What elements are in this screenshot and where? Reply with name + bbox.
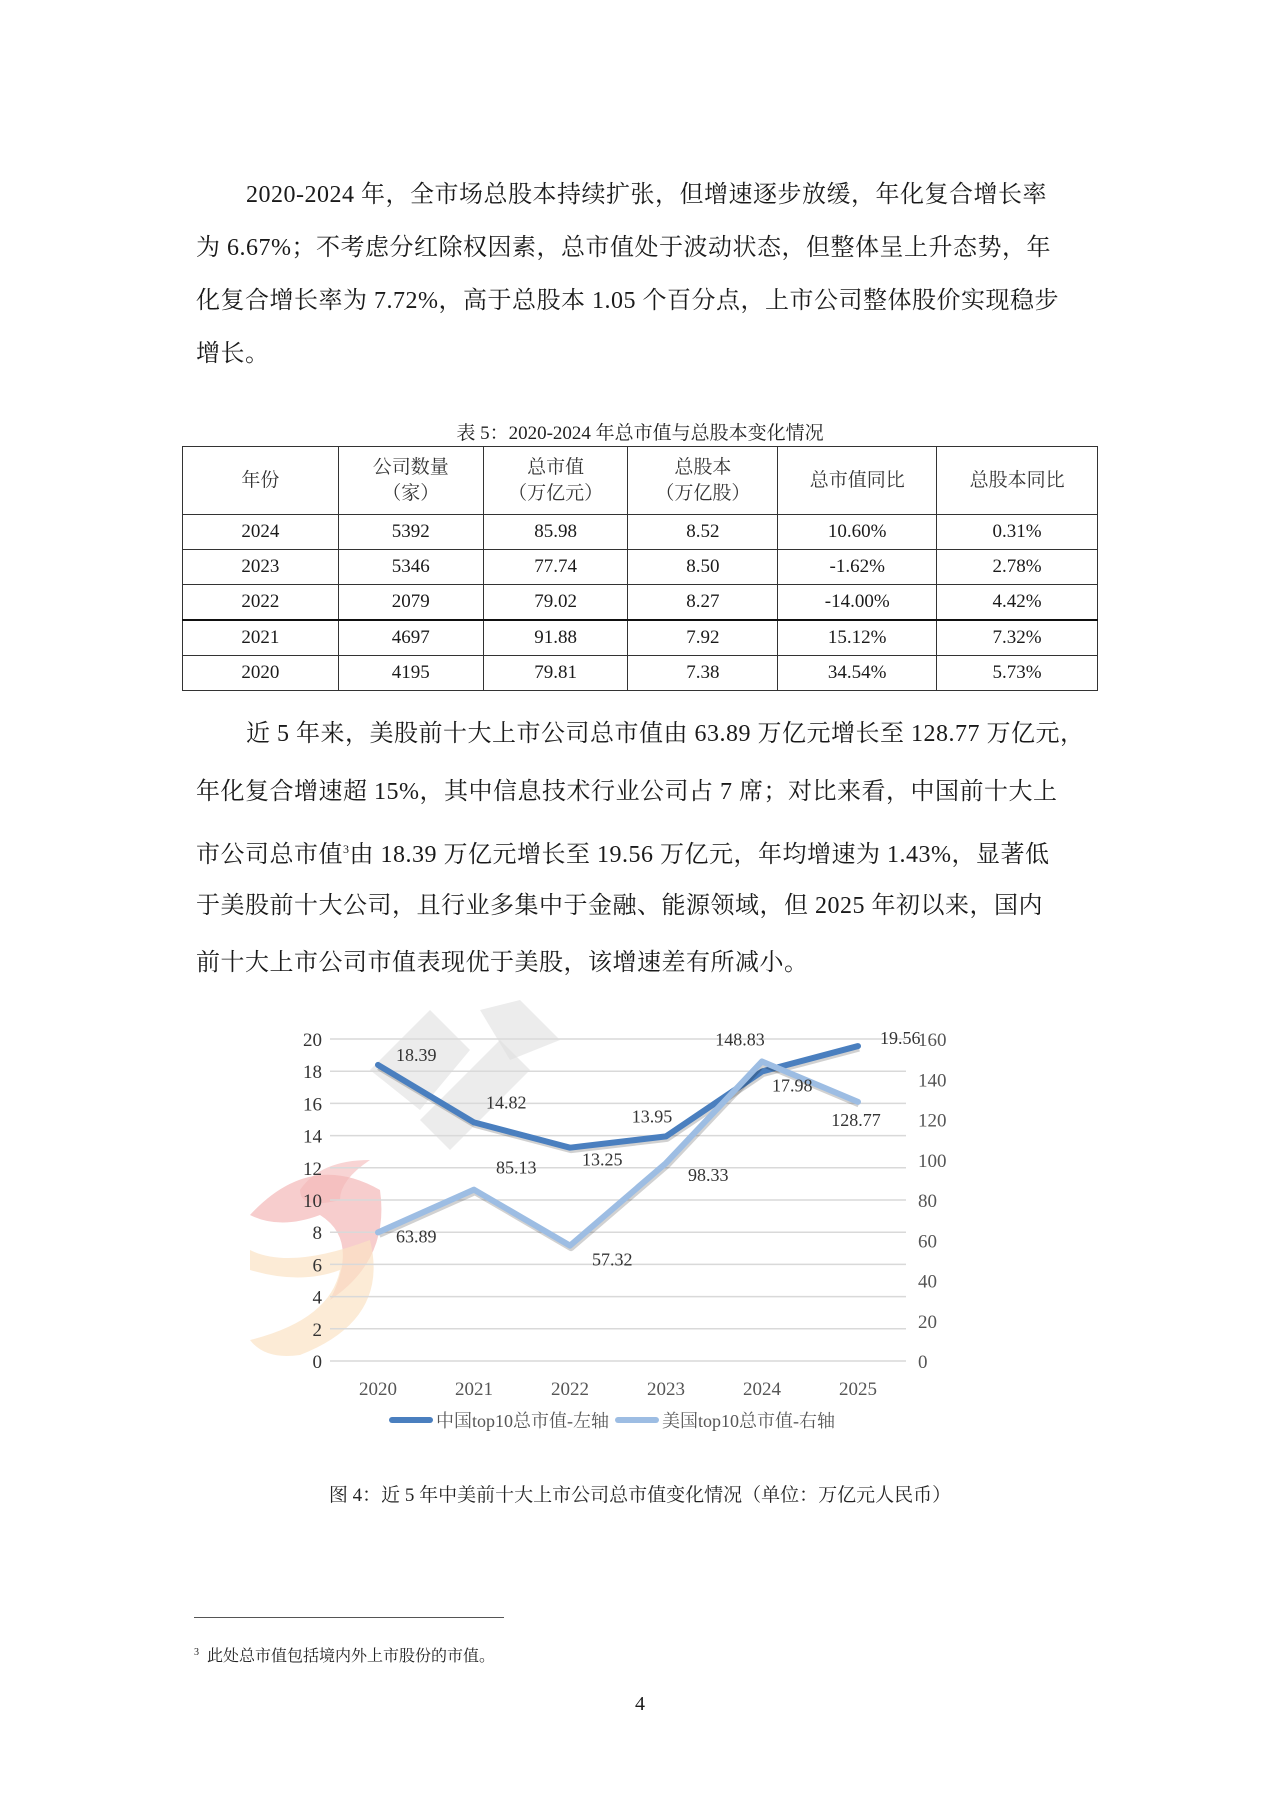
right-axis-tick: 160 [918, 1030, 947, 1051]
cell: 2020 [183, 656, 339, 691]
cell: 2079 [338, 585, 483, 621]
x-axis-tick: 2020 [359, 1379, 397, 1400]
text-line: 于美股前十大公司，且行业多集中于金融、能源领域，但 2025 年初以来，国内 [196, 893, 1043, 919]
left-axis-tick: 2 [312, 1319, 322, 1341]
left-axis-tick: 20 [303, 1030, 322, 1051]
cell: 7.32% [937, 620, 1098, 656]
cell: 2021 [183, 620, 339, 656]
data-label: 57.32 [592, 1249, 633, 1270]
text-line: 前十大上市公司市值表现优于美股，该增速差有所减小。 [196, 950, 809, 976]
cell: 7.38 [628, 656, 778, 691]
text-line: 2020-2024 年，全市场总股本持续扩张，但增速逐步放缓，年化复合增长率 [246, 182, 1047, 208]
right-axis-tick: 20 [918, 1311, 937, 1333]
right-axis-tick: 0 [918, 1352, 928, 1373]
cell: 15.12% [778, 620, 937, 656]
cell: 5346 [338, 550, 483, 585]
footnote-marker: 3 [194, 1646, 199, 1658]
cell: 2022 [183, 585, 339, 621]
cell: 7.92 [628, 620, 778, 656]
x-axis-tick: 2023 [647, 1379, 685, 1400]
cell: 34.54% [778, 656, 937, 691]
header-market-cap-yoy: 总市值同比 [778, 447, 937, 515]
data-label: 14.82 [486, 1092, 527, 1113]
footnote-text: 此处总市值包括境内外上市股份的市值。 [207, 1648, 496, 1665]
cell: 4195 [338, 656, 483, 691]
cell: 4.42% [937, 585, 1098, 621]
header-share-capital: 总股本 （万亿股） [628, 447, 778, 515]
left-axis-tick: 4 [312, 1287, 322, 1309]
data-label: 63.89 [396, 1226, 437, 1247]
figure-caption: 图 4：近 5 年中美前十大上市公司总市值变化情况（单位：万亿元人民币） [328, 1485, 952, 1506]
x-axis-tick: 2022 [551, 1379, 589, 1400]
text-line: 为 6.67%；不考虑分红除权因素，总市值处于波动状态，但整体呈上升态势，年 [196, 235, 1051, 261]
x-axis-tick: 2024 [743, 1379, 781, 1400]
x-axis-tick: 2025 [839, 1379, 877, 1400]
header-company-count: 公司数量 （家） [338, 447, 483, 515]
text-line: 年化复合增速超 15%，其中信息技术行业公司占 7 席；对比来看，中国前十大上 [196, 779, 1058, 805]
header-market-cap: 总市值 （万亿元） [483, 447, 628, 515]
right-axis-tick: 40 [918, 1271, 937, 1293]
footnote [194, 1643, 495, 1666]
text-line: 增长。 [196, 341, 270, 367]
data-label: 13.95 [631, 1106, 673, 1127]
data-label: 148.83 [715, 1029, 765, 1050]
text-line: 化复合增长率为 7.72%，高于总股本 1.05 个百分点，上市公司整体股价实现稳步 [196, 288, 1059, 314]
legend-china-label: 中国top10总市值-左轴 [436, 1411, 609, 1431]
data-label: 19.56 [880, 1028, 921, 1049]
right-axis-tick: 60 [918, 1231, 937, 1253]
cell: 8.52 [628, 515, 778, 550]
cell: 2.78% [937, 550, 1098, 585]
left-axis-tick: 0 [312, 1352, 322, 1373]
data-label: 13.25 [582, 1149, 623, 1170]
table-caption: 表 5：2020-2024 年总市值与总股本变化情况 [456, 423, 824, 444]
right-axis-tick: 120 [918, 1110, 947, 1132]
cell: 85.98 [483, 515, 628, 550]
cell: 91.88 [483, 620, 628, 656]
text-span: 由 18.39 万亿元增长至 19.56 万亿元，年均增速为 1.43%，显著低 [349, 842, 1050, 868]
cell: -1.62% [778, 550, 937, 585]
left-axis-tick: 18 [303, 1062, 322, 1084]
left-axis-tick: 10 [303, 1191, 322, 1212]
right-axis-tick: 100 [918, 1150, 947, 1172]
right-axis-tick: 80 [918, 1191, 937, 1212]
cell: 8.27 [628, 585, 778, 621]
left-axis-tick: 6 [312, 1255, 322, 1277]
cell: 77.74 [483, 550, 628, 585]
left-axis-tick: 14 [303, 1126, 322, 1148]
page-number: 4 [635, 1693, 645, 1715]
header-year: 年份 [183, 447, 339, 515]
data-label: 128.77 [831, 1109, 881, 1130]
cell: 4697 [338, 620, 483, 656]
data-label: 18.39 [396, 1044, 437, 1065]
legend-us-label: 美国top10总市值-右轴 [662, 1411, 835, 1431]
right-axis-tick: 140 [918, 1070, 947, 1092]
cell: 2024 [183, 515, 339, 550]
cell: 0.31% [937, 515, 1098, 550]
footnote-ref[interactable]: 3 [343, 842, 350, 856]
cell: 5392 [338, 515, 483, 550]
text-line: 近 5 年来，美股前十大上市公司总市值由 63.89 万亿元增长至 128.77 万亿元， [246, 721, 1085, 747]
data-label: 98.33 [688, 1165, 729, 1186]
cell: 8.50 [628, 550, 778, 585]
left-axis-tick: 12 [303, 1158, 322, 1180]
cell: 79.02 [483, 585, 628, 621]
cell: 10.60% [778, 515, 937, 550]
cell: 79.81 [483, 656, 628, 691]
left-axis-tick: 8 [312, 1223, 322, 1245]
header-share-capital-yoy: 总股本同比 [937, 447, 1098, 515]
text-span: 市公司总市值 [196, 842, 343, 868]
cell: -14.00% [778, 585, 937, 621]
cell: 2023 [183, 550, 339, 585]
data-label: 17.98 [772, 1075, 813, 1096]
x-axis-tick: 2021 [455, 1379, 493, 1400]
cell: 5.73% [937, 656, 1098, 691]
data-label: 85.13 [496, 1157, 537, 1178]
left-axis-tick: 16 [303, 1094, 322, 1116]
footnote-divider [194, 1617, 504, 1618]
